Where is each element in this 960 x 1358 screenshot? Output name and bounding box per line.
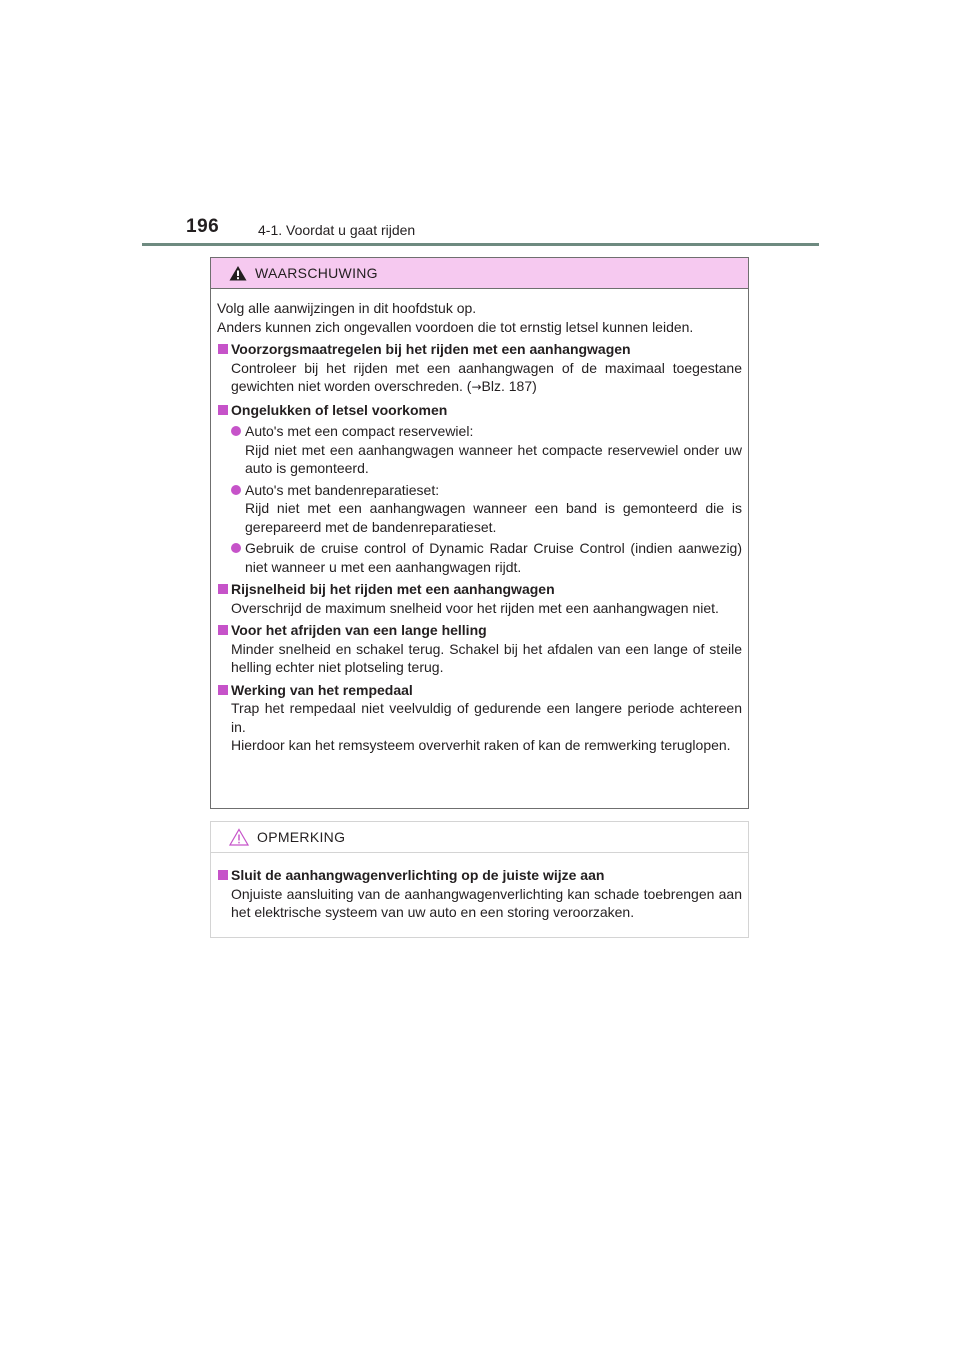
item-text-main: Controleer bij het rijden met een aanhangwagen of de maximaal toegestane gewichten niet worden overschreden. ( (231, 359, 742, 394)
sub-item-label: Auto's met bandenreparatieset: (245, 481, 440, 498)
round-bullet-icon (231, 426, 241, 436)
item-heading: Rijsnelheid bij het rijden met een aanhangwagen (231, 581, 555, 597)
square-bullet-icon (218, 405, 228, 415)
warning-item (217, 340, 742, 397)
notice-header (211, 822, 748, 853)
warning-header (211, 258, 748, 289)
warning-triangle-icon (229, 265, 247, 281)
item-text: Onjuiste aansluiting van de aanhangwagenverlichting kan schade toebrengen aan het elektrische systeem van uw auto en een storing veroorzaken. (231, 885, 742, 920)
notice-item (217, 866, 742, 922)
sub-item (231, 481, 742, 537)
round-bullet-icon (231, 485, 241, 495)
item-heading-row (217, 340, 742, 359)
warning-intro (217, 299, 742, 336)
item-text: Hierdoor kan het remsysteem oververhit raken of kan de remwerking teruglopen. (231, 737, 731, 753)
warning-item (217, 621, 742, 677)
warning-title: WAARSCHUWING (255, 265, 378, 281)
item-text: Trap het rempedaal niet veelvuldig of gedurende een langere periode achtereen in. (231, 700, 742, 735)
sub-item-text: Gebruik de cruise control of Dynamic Radar Cruise Control (indien aanwezig) niet wanneer u met een aanhangwagen rijdt. (245, 540, 742, 575)
item-heading-row (217, 580, 742, 599)
item-heading: Sluit de aanhangwagenverlichting op de juiste wijze aan (231, 867, 605, 883)
item-heading-row (217, 621, 742, 640)
warning-box (210, 257, 749, 809)
arrow-icon: → (471, 380, 482, 394)
caution-outline-triangle-icon (229, 828, 249, 846)
item-text: Minder snelheid en schakel terug. Schakel bij het afdalen van een lange of steile helling echter niet plotseling terug. (231, 640, 742, 675)
item-heading-row (217, 681, 742, 700)
item-heading-row (217, 401, 742, 420)
page-number: 196 (186, 216, 220, 237)
page-reference: Blz. 187) (481, 378, 537, 394)
square-bullet-icon (218, 870, 228, 880)
warning-intro-line: Anders kunnen zich ongevallen voordoen die tot ernstig letsel kunnen leiden. (217, 318, 694, 335)
item-heading: Werking van het rempedaal (231, 681, 413, 698)
sub-item (231, 539, 742, 576)
sub-item-text: Rijd niet met een aanhangwagen wanneer het compacte reservewiel onder uw auto is gemonteerd. (245, 441, 742, 476)
sub-item-label: Auto's met een compact reservewiel: (245, 423, 474, 439)
warning-body (211, 289, 748, 755)
notice-body (211, 853, 748, 922)
item-heading: Voorzorgsmaatregelen bij het rijden met een aanhangwagen (231, 341, 631, 357)
item-heading-row (217, 866, 742, 885)
header-rule (142, 243, 819, 246)
section-title: 4-1. Voordat u gaat rijden (258, 222, 416, 238)
notice-box (210, 821, 749, 938)
warning-intro-line: Volg alle aanwijzingen in dit hoofdstuk op. (217, 300, 477, 316)
item-heading: Voor het afrijden van een lange helling (231, 622, 487, 638)
warning-item (217, 681, 742, 755)
item-heading: Ongelukken of letsel voorkomen (231, 401, 448, 418)
sub-item (231, 422, 742, 478)
round-bullet-icon (231, 543, 241, 553)
notice-title: OPMERKING (257, 829, 346, 845)
square-bullet-icon (218, 625, 228, 635)
warning-item (217, 580, 742, 617)
item-text (231, 359, 742, 397)
square-bullet-icon (218, 344, 228, 354)
warning-item (217, 401, 742, 577)
item-text: Overschrijd de maximum snelheid voor het rijden met een aanhangwagen niet. (231, 599, 719, 616)
square-bullet-icon (218, 685, 228, 695)
sub-item-text: Rijd niet met een aanhangwagen wanneer een band is gemonteerd die is gerepareerd met de bandenreparatieset. (245, 500, 742, 535)
square-bullet-icon (218, 584, 228, 594)
